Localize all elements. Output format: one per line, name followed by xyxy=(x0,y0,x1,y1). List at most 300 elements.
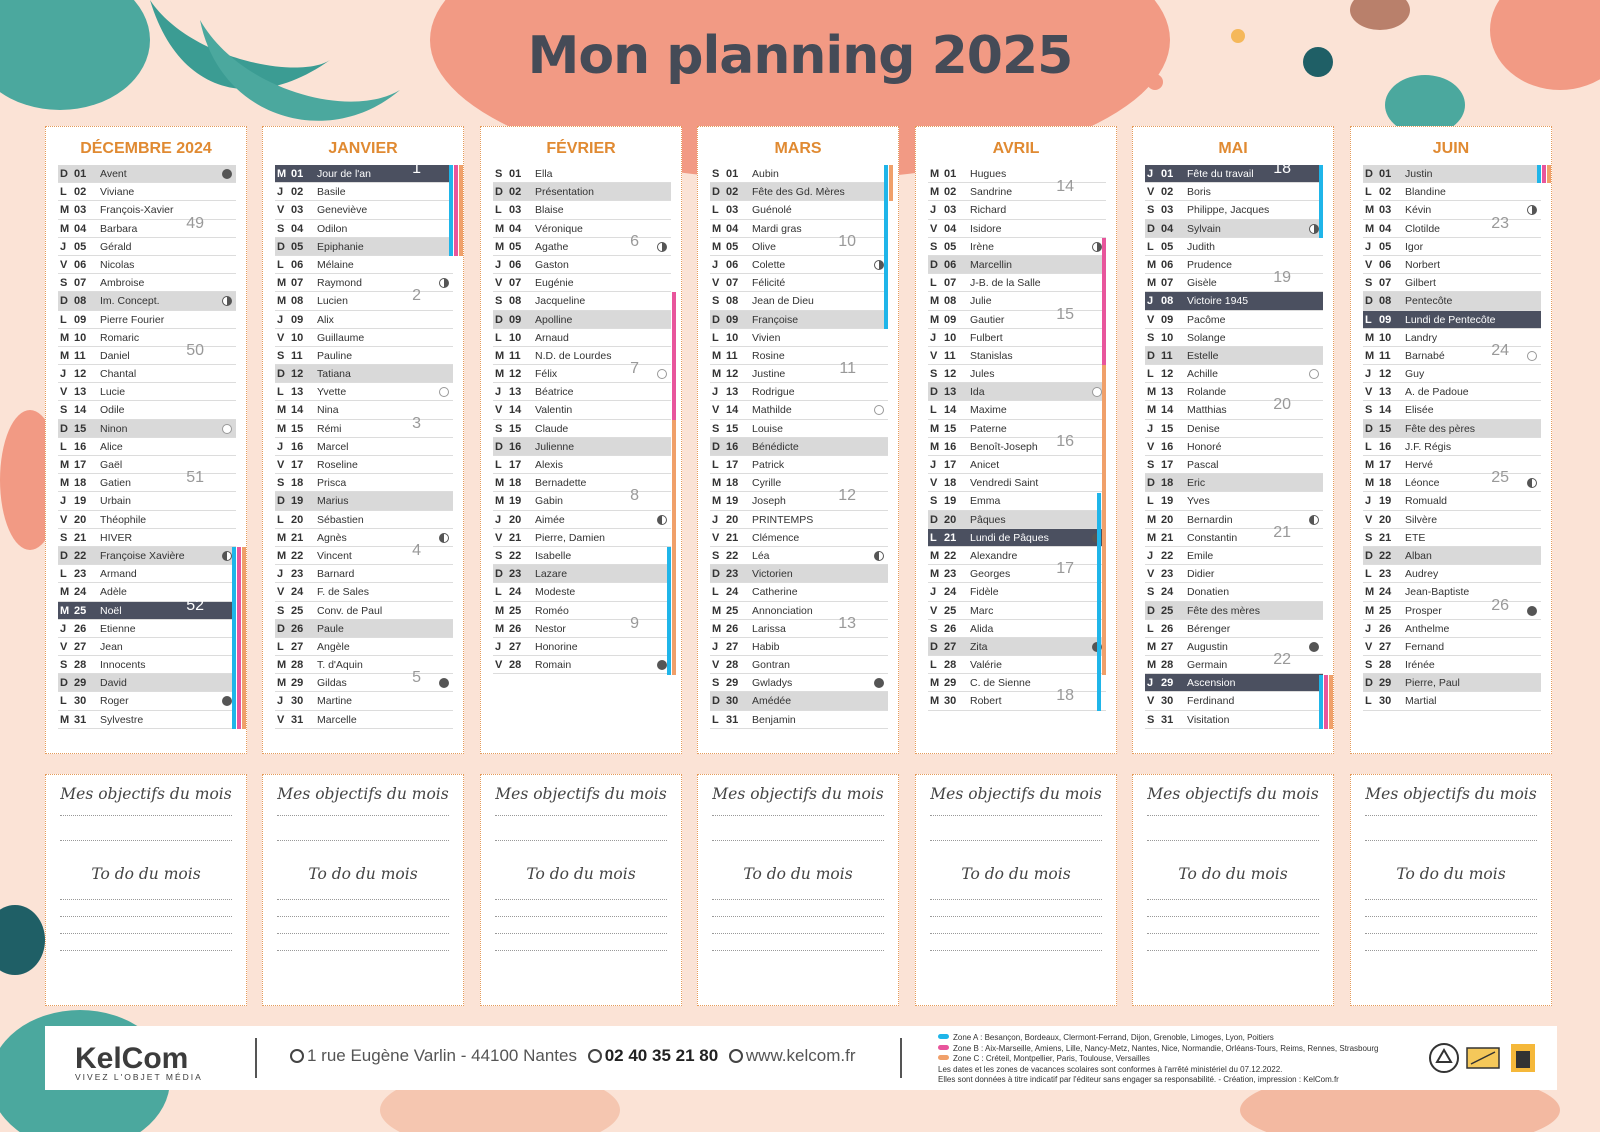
blob xyxy=(0,905,45,975)
day-number: 01 xyxy=(944,168,957,180)
day-row xyxy=(1145,711,1323,729)
day-number: 24 xyxy=(509,586,522,599)
day-row xyxy=(275,238,453,256)
day-number: 15 xyxy=(509,422,522,435)
day-row xyxy=(928,492,1106,510)
month-title: JUIN xyxy=(1432,140,1470,157)
day-row xyxy=(1145,456,1323,474)
writing-line[interactable] xyxy=(712,916,884,917)
day-row xyxy=(1363,274,1541,292)
day-row xyxy=(1363,469,1541,492)
day-number: 01 xyxy=(509,168,522,180)
monthly-goals-box xyxy=(1350,774,1552,1006)
day-row xyxy=(58,692,236,710)
week-number: 5 xyxy=(412,669,421,687)
writing-line[interactable] xyxy=(930,840,1102,841)
weekday-letter: M xyxy=(60,459,70,471)
moon-phase-new-icon xyxy=(874,405,884,415)
saint-name: Pierre Fourier xyxy=(100,313,165,326)
saint-name: Solange xyxy=(1187,331,1226,344)
day-number: 29 xyxy=(1379,677,1392,690)
day-number: 13 xyxy=(291,386,304,399)
weekday-letter: S xyxy=(712,677,720,690)
weekday-letter: V xyxy=(930,349,938,362)
month-title: MARS xyxy=(774,140,822,157)
day-number: 29 xyxy=(726,677,739,690)
day-number: 25 xyxy=(291,604,304,617)
saint-name: Clémence xyxy=(752,531,800,544)
day-row xyxy=(1145,620,1323,638)
day-number: 30 xyxy=(726,695,739,708)
day-row xyxy=(928,256,1106,274)
day-row xyxy=(710,383,888,401)
writing-line[interactable] xyxy=(60,840,232,841)
writing-line[interactable] xyxy=(495,916,667,917)
weekday-letter: L xyxy=(1365,440,1372,453)
weekday-letter: D xyxy=(712,695,720,708)
day-row xyxy=(58,401,236,419)
day-number: 14 xyxy=(1379,404,1392,417)
saint-name: Denise xyxy=(1187,422,1220,435)
saint-name: Anicet xyxy=(970,459,1000,471)
day-number: 30 xyxy=(944,695,957,708)
writing-line[interactable] xyxy=(277,950,449,951)
weekday-letter: J xyxy=(1365,495,1372,508)
day-number: 11 xyxy=(944,349,956,362)
day-row xyxy=(275,583,453,601)
weekday-letter: V xyxy=(495,531,503,544)
weekday-letter: M xyxy=(930,549,940,562)
day-number: 03 xyxy=(74,204,87,217)
day-number: 27 xyxy=(509,640,522,653)
saint-name: Blandine xyxy=(1405,186,1446,199)
day-row xyxy=(710,420,888,438)
weekday-letter: D xyxy=(495,186,503,199)
week-number: 8 xyxy=(630,487,639,505)
weekday-letter: D xyxy=(495,440,503,453)
day-row xyxy=(275,669,453,692)
writing-line[interactable] xyxy=(277,899,449,900)
day-number: 27 xyxy=(291,640,304,653)
saint-name: Emma xyxy=(970,495,1001,508)
writing-line[interactable] xyxy=(495,815,667,816)
saint-name: Basile xyxy=(317,186,346,199)
website[interactable]: www.kelcom.fr xyxy=(745,1046,856,1065)
day-row xyxy=(710,529,888,547)
school-holiday-bar xyxy=(232,547,236,729)
day-number: 08 xyxy=(726,295,739,308)
saint-name: Habib xyxy=(752,640,780,653)
weekday-letter: L xyxy=(277,386,284,399)
moon-phase-full-icon xyxy=(657,660,667,670)
saint-name: Ninon xyxy=(100,422,128,435)
day-row xyxy=(710,256,888,274)
day-number: 07 xyxy=(726,277,739,290)
day-row xyxy=(710,511,888,529)
week-number: 10 xyxy=(838,232,856,250)
writing-line[interactable] xyxy=(60,950,232,951)
week-number: 19 xyxy=(1273,269,1291,287)
todo-heading: To do du mois xyxy=(526,865,636,883)
day-row xyxy=(1145,602,1323,620)
weekday-letter: M xyxy=(60,604,70,617)
day-row xyxy=(928,365,1106,383)
saint-name: PRINTEMPS xyxy=(752,513,814,526)
writing-line[interactable] xyxy=(712,950,884,951)
writing-line[interactable] xyxy=(60,815,232,816)
writing-line[interactable] xyxy=(712,899,884,900)
weekday-letter: D xyxy=(1365,295,1373,308)
day-number: 16 xyxy=(1379,440,1392,453)
saint-name: Conv. de Paul xyxy=(317,604,383,617)
day-row xyxy=(275,541,453,565)
moon-phase-half-icon xyxy=(1309,224,1319,234)
day-row xyxy=(493,183,671,201)
writing-line[interactable] xyxy=(1365,840,1537,841)
day-row xyxy=(493,347,671,365)
writing-line[interactable] xyxy=(1147,933,1319,934)
day-row xyxy=(58,620,236,638)
weekday-letter: D xyxy=(930,640,938,653)
saint-name: Urbain xyxy=(100,495,131,508)
day-row xyxy=(1145,201,1323,219)
writing-line[interactable] xyxy=(712,815,884,816)
day-number: 20 xyxy=(74,513,87,526)
day-row xyxy=(1145,638,1323,656)
day-row xyxy=(58,420,236,438)
weekday-letter: L xyxy=(60,568,67,581)
saint-name: Arnaud xyxy=(535,331,569,344)
saint-name: Elisée xyxy=(1405,404,1434,417)
writing-line[interactable] xyxy=(712,840,884,841)
saint-name: Guy xyxy=(1405,368,1425,381)
saint-name: Paterne xyxy=(970,422,1007,435)
saint-name: Vincent xyxy=(317,549,352,562)
day-number: 19 xyxy=(726,495,739,508)
day-number: 07 xyxy=(1379,277,1392,290)
saint-name: Richard xyxy=(970,204,1007,217)
writing-line[interactable] xyxy=(930,916,1102,917)
weekday-letter: M xyxy=(1365,349,1375,362)
saint-name: Philippe, Jacques xyxy=(1187,204,1270,217)
writing-line[interactable] xyxy=(930,950,1102,951)
weekday-letter: M xyxy=(712,477,722,490)
day-row xyxy=(275,438,453,456)
day-number: 06 xyxy=(509,258,522,271)
weekday-letter: L xyxy=(1365,568,1372,581)
saint-name: Chantal xyxy=(100,368,137,381)
day-row xyxy=(493,565,671,583)
day-number: 28 xyxy=(74,659,87,672)
day-row xyxy=(710,311,888,329)
writing-line[interactable] xyxy=(277,840,449,841)
day-number: 14 xyxy=(291,404,304,417)
day-row xyxy=(710,614,888,638)
moon-phase-full-icon xyxy=(1527,606,1537,616)
day-number: 06 xyxy=(74,258,87,271)
saint-name: Bénédicte xyxy=(752,440,799,453)
day-row xyxy=(1145,256,1323,274)
weekday-letter: J xyxy=(1365,368,1372,381)
saint-name: Donatien xyxy=(1187,586,1230,599)
saint-name: Colette xyxy=(752,258,786,271)
writing-line[interactable] xyxy=(1365,933,1537,934)
saint-name: Zita xyxy=(970,640,988,653)
saint-name: Théophile xyxy=(100,513,147,526)
writing-line[interactable] xyxy=(60,916,232,917)
weekday-letter: V xyxy=(1365,386,1373,399)
saint-name: Marcel xyxy=(317,440,349,453)
day-number: 07 xyxy=(74,277,87,290)
school-zones-legend xyxy=(938,1033,1379,1086)
saint-name: Lundi de Pentecôte xyxy=(1405,313,1496,326)
weekday-letter: M xyxy=(930,295,940,308)
saint-name: Aimée xyxy=(535,513,565,526)
day-number: 14 xyxy=(944,404,957,417)
weekday-letter: S xyxy=(1147,204,1155,217)
day-row xyxy=(710,360,888,383)
weekday-letter: D xyxy=(1147,477,1155,490)
day-row xyxy=(275,183,453,201)
weekday-letter: L xyxy=(60,313,67,326)
saint-name: Blaise xyxy=(535,204,564,217)
weekday-letter: S xyxy=(60,277,68,290)
day-number: 19 xyxy=(1379,495,1392,508)
day-number: 08 xyxy=(1161,295,1174,308)
school-holiday-bar xyxy=(889,165,893,201)
weekday-letter: L xyxy=(495,204,502,217)
day-number: 16 xyxy=(944,440,957,453)
writing-line[interactable] xyxy=(1365,916,1537,917)
saint-name: Jules xyxy=(970,368,995,381)
day-row xyxy=(928,602,1106,620)
school-holiday-bar xyxy=(1319,165,1323,238)
day-number: 19 xyxy=(74,495,87,508)
day-number: 19 xyxy=(944,495,957,508)
day-row xyxy=(58,383,236,401)
weekday-letter: M xyxy=(1365,477,1375,490)
day-row xyxy=(1145,583,1323,601)
day-number: 16 xyxy=(509,440,522,453)
weekday-letter: S xyxy=(930,495,938,508)
day-number: 11 xyxy=(1161,349,1173,362)
brand-tagline: VIVEZ L'OBJET MÉDIA xyxy=(75,1072,203,1082)
day-row xyxy=(710,274,888,292)
weekday-letter: M xyxy=(277,531,287,544)
writing-line[interactable] xyxy=(1147,899,1319,900)
writing-line[interactable] xyxy=(60,899,232,900)
day-row xyxy=(58,547,236,565)
day-row xyxy=(58,492,236,510)
writing-line[interactable] xyxy=(495,899,667,900)
day-number: 22 xyxy=(74,549,87,562)
day-number: 03 xyxy=(291,204,304,217)
day-row xyxy=(710,656,888,674)
sorting-icon xyxy=(1465,1042,1501,1074)
weekday-letter: L xyxy=(930,531,937,544)
weekday-letter: M xyxy=(1147,277,1157,290)
day-row xyxy=(928,432,1106,456)
day-row xyxy=(1145,674,1323,692)
day-number: 16 xyxy=(74,440,87,453)
globe-icon xyxy=(729,1049,743,1063)
saint-name: Jean xyxy=(100,640,123,653)
weekday-letter: S xyxy=(712,422,720,435)
writing-line[interactable] xyxy=(930,899,1102,900)
weekday-letter: M xyxy=(60,222,70,235)
saint-name: Jean de Dieu xyxy=(752,295,814,308)
school-holiday-bar xyxy=(1319,675,1323,730)
weekday-letter: S xyxy=(60,659,68,672)
writing-line[interactable] xyxy=(277,916,449,917)
day-row xyxy=(928,547,1106,565)
day-number: 02 xyxy=(291,186,304,199)
writing-line[interactable] xyxy=(1365,950,1537,951)
saint-name: Im. Concept. xyxy=(100,295,160,308)
saint-name: Agnès xyxy=(317,531,347,544)
day-number: 02 xyxy=(726,186,739,199)
saint-name: Innocents xyxy=(100,659,146,672)
writing-line[interactable] xyxy=(1365,815,1537,816)
weekday-letter: L xyxy=(60,186,67,199)
writing-line[interactable] xyxy=(277,815,449,816)
day-number: 03 xyxy=(944,204,957,217)
saint-name: Alice xyxy=(100,440,123,453)
saint-name: Alban xyxy=(1405,549,1432,562)
weekday-letter: S xyxy=(277,477,285,490)
day-number: 20 xyxy=(1379,513,1392,526)
saint-name: Martine xyxy=(317,695,353,708)
day-number: 19 xyxy=(291,495,304,508)
saint-name: Benoît-Joseph xyxy=(970,440,1038,453)
weekday-letter: M xyxy=(712,368,722,381)
saint-name: Justine xyxy=(752,368,786,381)
day-row xyxy=(710,401,888,419)
week-number: 7 xyxy=(630,360,639,378)
goals-heading: Mes objectifs du mois xyxy=(930,785,1102,803)
weekday-letter: V xyxy=(712,659,720,672)
saint-name: Yvette xyxy=(317,386,347,399)
saint-name: Fidèle xyxy=(970,586,999,599)
writing-line[interactable] xyxy=(1147,916,1319,917)
weekday-letter: D xyxy=(1147,604,1155,617)
day-number: 22 xyxy=(291,549,304,562)
day-row xyxy=(1145,220,1323,238)
day-row xyxy=(275,474,453,492)
day-number: 10 xyxy=(1379,331,1392,344)
weekday-letter: M xyxy=(277,677,287,690)
day-row xyxy=(710,292,888,310)
writing-line[interactable] xyxy=(1365,899,1537,900)
writing-line[interactable] xyxy=(495,950,667,951)
moon-phase-half-icon xyxy=(1092,242,1102,252)
weekday-letter: L xyxy=(712,459,719,471)
weekday-letter: M xyxy=(930,168,940,180)
writing-line[interactable] xyxy=(930,933,1102,934)
saint-name: Honorine xyxy=(535,640,578,653)
day-row xyxy=(1363,238,1541,256)
saint-name: Sylvain xyxy=(1187,222,1221,235)
writing-line[interactable] xyxy=(495,840,667,841)
week-number: 25 xyxy=(1491,469,1509,487)
zone-c-swatch xyxy=(938,1055,949,1060)
day-number: 12 xyxy=(291,368,304,381)
day-number: 25 xyxy=(74,604,87,617)
saint-name: Hugues xyxy=(970,168,1007,180)
saint-name: Prudence xyxy=(1187,258,1232,271)
saint-name: Apolline xyxy=(535,313,573,326)
month-title: FÉVRIER xyxy=(546,140,616,157)
school-holiday-bar xyxy=(449,165,453,256)
weekday-letter: M xyxy=(930,568,940,581)
writing-line[interactable] xyxy=(1147,840,1319,841)
monthly-goals-box xyxy=(915,774,1117,1006)
saint-name: Rosine xyxy=(752,349,785,362)
day-row xyxy=(928,329,1106,347)
weekday-letter: D xyxy=(712,568,720,581)
week-number: 21 xyxy=(1273,523,1291,541)
saint-name: Valentin xyxy=(535,404,573,417)
weekday-letter: M xyxy=(1365,604,1375,617)
saint-name: Geneviève xyxy=(317,204,368,217)
writing-line[interactable] xyxy=(60,933,232,934)
saint-name: Vivien xyxy=(752,331,781,344)
weekday-letter: S xyxy=(60,404,68,417)
weekday-letter: D xyxy=(1147,349,1155,362)
weekday-letter: L xyxy=(277,640,284,653)
day-row xyxy=(58,341,236,365)
writing-line[interactable] xyxy=(495,933,667,934)
weekday-letter: M xyxy=(712,222,722,235)
writing-line[interactable] xyxy=(277,933,449,934)
school-holiday-bar xyxy=(1324,675,1328,730)
weekday-letter: L xyxy=(930,277,937,290)
weekday-letter: J xyxy=(277,568,284,581)
weekday-letter: J xyxy=(930,331,937,344)
saint-name: Amédée xyxy=(752,695,792,708)
week-number: 24 xyxy=(1491,341,1509,359)
weekday-letter: S xyxy=(277,349,285,362)
weekday-letter: J xyxy=(60,368,67,381)
day-row xyxy=(710,183,888,201)
day-row xyxy=(275,656,453,674)
weekday-letter: S xyxy=(930,622,938,635)
weekday-letter: D xyxy=(712,313,720,326)
weekday-letter: J xyxy=(1365,240,1372,253)
day-number: 25 xyxy=(509,604,522,617)
saint-name: Joseph xyxy=(752,495,786,508)
writing-line[interactable] xyxy=(930,815,1102,816)
writing-line[interactable] xyxy=(712,933,884,934)
weekday-letter: D xyxy=(277,622,285,635)
day-number: 17 xyxy=(291,459,304,471)
day-number: 03 xyxy=(726,204,739,217)
saint-name: Angèle xyxy=(317,640,350,653)
writing-line[interactable] xyxy=(1147,950,1319,951)
day-row xyxy=(1363,341,1541,365)
day-number: 12 xyxy=(509,368,522,381)
weekday-letter: M xyxy=(495,240,505,253)
day-number: 12 xyxy=(1379,368,1392,381)
day-number: 03 xyxy=(509,204,522,217)
day-number: 07 xyxy=(944,277,957,290)
day-row xyxy=(1363,529,1541,547)
saint-name: Jacqueline xyxy=(535,295,586,308)
weekday-letter: M xyxy=(495,222,505,235)
saint-name: Aubin xyxy=(752,168,779,180)
weekday-letter: D xyxy=(930,386,938,399)
writing-line[interactable] xyxy=(1147,815,1319,816)
